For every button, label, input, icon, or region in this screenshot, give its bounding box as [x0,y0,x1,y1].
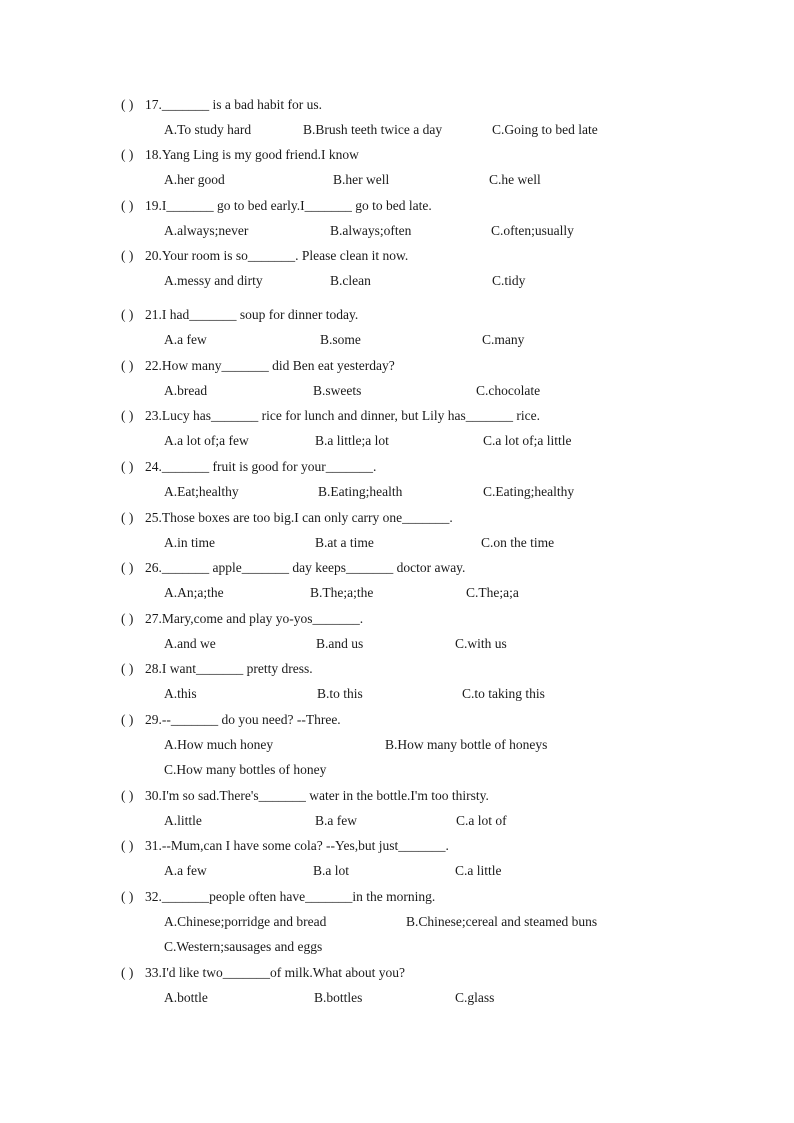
question-stem: 21.I had_______ soup for dinner today. [145,307,359,322]
option-a[interactable]: A.How much honey [164,737,274,752]
question-stem: 24._______ fruit is good for your_______. [145,459,377,474]
option-a[interactable]: A.this [164,686,197,701]
answer-paren[interactable]: ( ) [121,408,134,423]
option-c[interactable]: C.Western;sausages and eggs [164,939,323,954]
option-b[interactable]: B.and us [316,636,364,651]
question-stem: 31.--Mum,can I have some cola? --Yes,but just_______. [145,838,449,853]
option-c[interactable]: C.glass [455,990,495,1005]
answer-paren[interactable]: ( ) [121,459,134,474]
option-b[interactable]: B.some [320,332,361,347]
answer-paren[interactable]: ( ) [121,611,134,626]
option-a[interactable]: A.a few [164,332,207,347]
option-a[interactable]: A.a few [164,863,207,878]
option-b[interactable]: B.clean [330,273,371,288]
option-c[interactable]: C.chocolate [476,383,541,398]
option-b[interactable]: B.How many bottle of honeys [385,737,548,752]
question-stem: 23.Lucy has_______ rice for lunch and dinner, but Lily has_______ rice. [145,408,540,423]
option-a[interactable]: A.and we [164,636,216,651]
answer-paren[interactable]: ( ) [121,889,134,904]
option-c[interactable]: C.Going to bed late [492,122,598,137]
answer-paren[interactable]: ( ) [121,147,134,162]
answer-paren[interactable]: ( ) [121,358,134,373]
option-a[interactable]: A.messy and dirty [164,273,263,288]
option-c[interactable]: C.with us [455,636,507,651]
answer-paren[interactable]: ( ) [121,307,134,322]
answer-paren[interactable]: ( ) [121,198,134,213]
answer-paren[interactable]: ( ) [121,965,134,980]
option-a[interactable]: A.a lot of;a few [164,433,249,448]
option-a[interactable]: A.Chinese;porridge and bread [164,914,327,929]
option-b[interactable]: B.a little;a lot [315,433,389,448]
option-c[interactable]: C.a lot of [456,813,507,828]
answer-paren[interactable]: ( ) [121,712,134,727]
option-b[interactable]: B.bottles [314,990,363,1005]
answer-paren[interactable]: ( ) [121,788,134,803]
option-b[interactable]: B.The;a;the [310,585,374,600]
answer-paren[interactable]: ( ) [121,838,134,853]
question-stem: 26._______ apple_______ day keeps_______ doctor away. [145,560,466,575]
option-c[interactable]: C.a lot of;a little [483,433,572,448]
answer-paren[interactable]: ( ) [121,248,134,263]
option-c[interactable]: C.to taking this [462,686,545,701]
option-c[interactable]: C.on the time [481,535,555,550]
option-a[interactable]: A.bread [164,383,208,398]
option-c[interactable]: C.he well [489,172,541,187]
option-c[interactable]: C.often;usually [491,223,574,238]
question-stem: 33.I'd like two_______of milk.What about you? [145,965,406,980]
question-stem: 28.I want_______ pretty dress. [145,661,313,676]
question-stem: 18.Yang Ling is my good friend.I know [145,147,359,162]
option-b[interactable]: B.Brush teeth twice a day [303,122,443,137]
option-b[interactable]: B.Eating;health [318,484,403,499]
option-a[interactable]: A.little [164,813,202,828]
question-stem: 22.How many_______ did Ben eat yesterday? [145,358,395,373]
option-b[interactable]: B.to this [317,686,363,701]
answer-paren[interactable]: ( ) [121,97,134,112]
option-a[interactable]: A.always;never [164,223,249,238]
question-stem: 17._______ is a bad habit for us. [145,97,322,112]
option-a[interactable]: A.An;a;the [164,585,224,600]
option-a[interactable]: A.bottle [164,990,208,1005]
question-stem: 29.--_______ do you need? --Three. [145,712,341,727]
question-stem: 20.Your room is so_______. Please clean it now. [145,248,409,263]
option-b[interactable]: B.her well [333,172,390,187]
option-c[interactable]: C.many [482,332,525,347]
question-stem: 19.I_______ go to bed early.I_______ go to bed late. [145,198,432,213]
option-b[interactable]: B.at a time [315,535,374,550]
option-b[interactable]: B.a lot [313,863,349,878]
answer-paren[interactable]: ( ) [121,661,134,676]
option-b[interactable]: B.Chinese;cereal and steamed buns [406,914,598,929]
option-b[interactable]: B.always;often [330,223,412,238]
option-a[interactable]: A.Eat;healthy [164,484,239,499]
answer-paren[interactable]: ( ) [121,560,134,575]
question-stem: 32._______people often have_______in the morning. [145,889,436,904]
answer-paren[interactable]: ( ) [121,510,134,525]
question-stem: 25.Those boxes are too big.I can only carry one_______. [145,510,453,525]
option-c[interactable]: C.Eating;healthy [483,484,575,499]
question-stem: 30.I'm so sad.There's_______ water in the bottle.I'm too thirsty. [145,788,489,803]
option-a[interactable]: A.in time [164,535,215,550]
option-b[interactable]: B.sweets [313,383,362,398]
question-stem: 27.Mary,come and play yo-yos_______. [145,611,364,626]
option-b[interactable]: B.a few [315,813,357,828]
option-c[interactable]: C.The;a;a [466,585,519,600]
option-a[interactable]: A.To study hard [164,122,252,137]
option-a[interactable]: A.her good [164,172,225,187]
option-c[interactable]: C.a little [455,863,502,878]
option-c[interactable]: C.tidy [492,273,526,288]
option-c[interactable]: C.How many bottles of honey [164,762,327,777]
